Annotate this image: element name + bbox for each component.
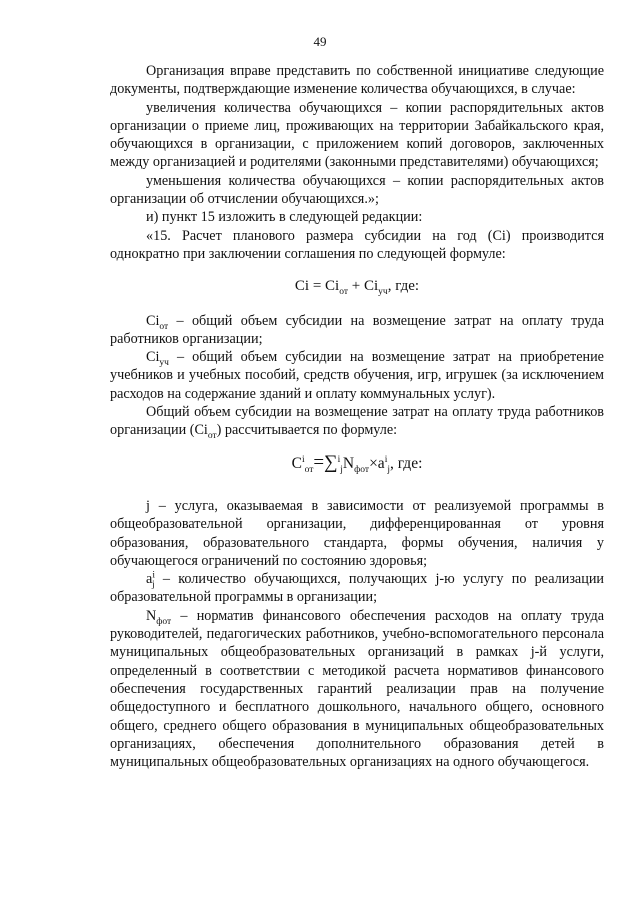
definition-a-ij: $a^i_j$ – количество обучающихся, получающих j-ю услугу по реализации образовательной программы в организации; (110, 570, 604, 606)
paragraph-intro: Организация вправе представить по собственной инициативе следующие документы, подтверждающие изменение количества обучающихся, в случае: (110, 63, 604, 98)
page-number: 49 (313, 34, 327, 49)
definition-ci-ot: $Ci_{от}$ – общий объем субсидии на возмещение затрат на оплату труда работников организации; (110, 312, 604, 347)
paragraph-labor-subsidy: Общий объем субсидии на возмещение затрат на оплату труда работников организации $(Ci_{от})$ рассчитывается по формуле: (110, 404, 604, 442)
paragraph-item-i: и) пункт 15 изложить в следующей редакции: (146, 209, 423, 226)
formula-labor-subsidy: $C^i_{от}=\sum^i_jN_{фот}\times a^i_j$, где: (291, 451, 423, 475)
document-body (110, 62, 604, 771)
paragraph-increase: увеличения количества обучающихся – копии распорядительных актов организации о приеме лиц, проживающих на территории Забайкальского края, обучающихся в организации, с приложением копий договоров, заключенных между организацией и родителями (законными представителями) обучающихся; (110, 99, 604, 171)
definition-j: j – услуга, оказываемая в зависимости от реализуемой программы в общеобразовательной организации, дифференцированная от уровня образования, образовательного стандарта, формы обучения, наличия у обучающегося ограничений по состоянию здоровья; (110, 497, 604, 569)
paragraph-point-15: «15. Расчет планового размера субсидии на год (Ci) производится однократно при заключении соглашения по следующей формуле: (110, 227, 604, 262)
paragraph-decrease: уменьшения количества обучающихся – копии распорядительных актов организации об отчислении обучающихся.»; (110, 172, 604, 208)
formula-subsidy-total: $Ci = Ci_{от} + Ci_{уч}$, где: (294, 278, 420, 298)
definition-n-fot: $N_{фот}$ – норматив финансового обеспечения расходов на оплату труда руководителей, педагогических работников, учебно-вспомогательного персонала муниципальных общеобразовательных организаций в рамках j-й услуги, определенный в соответствии с методикой расчета нормативов финансового обеспечения государственных гарантий реализации прав на получение общедоступного и бесплатного дошкольного, начального общего, основного общего, среднего общего образования в муниципальных общеобразовательных организациях, обеспечения дополнительного образования детей в муниципальных общеобразовательных организациях на одного обучающегося. (110, 607, 604, 771)
definition-ci-uch: $Ci_{уч}$ – общий объем субсидии на возмещение затрат на приобретение учебников и учебных пособий, средств обучения, игр, игрушек (за исключением расходов на содержание зданий и оплату коммунальных услуг). (110, 349, 604, 402)
